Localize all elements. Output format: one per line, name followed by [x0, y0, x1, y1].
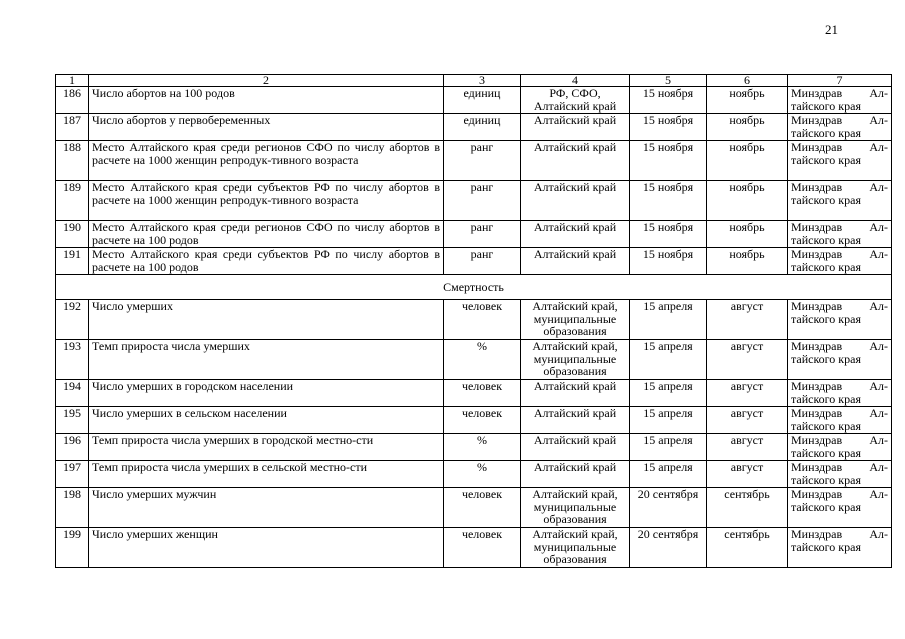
table-row — [56, 141, 892, 181]
source-part: тайского края — [791, 418, 861, 433]
indicator-name: Число умерших мужчин — [89, 488, 444, 528]
source-part: Минздрав — [791, 339, 843, 353]
unit-of-measure: единиц — [444, 114, 521, 141]
submission-date: 15 апреля — [630, 340, 707, 380]
column-number: 1 — [56, 75, 89, 87]
territory: Алтайский край — [521, 434, 630, 461]
submission-date: 15 ноября — [630, 87, 707, 114]
row-number: 199 — [56, 528, 89, 568]
unit-of-measure: % — [444, 434, 521, 461]
row-number: 192 — [56, 300, 89, 340]
source-part: Ал- — [869, 527, 888, 541]
period-month: август — [707, 407, 788, 434]
source-part: Минздрав — [791, 433, 843, 447]
period-month: ноябрь — [707, 141, 788, 181]
unit-of-measure: единиц — [444, 87, 521, 114]
submission-date: 15 апреля — [630, 300, 707, 340]
period-month: август — [707, 461, 788, 488]
responsible-source — [788, 434, 892, 461]
responsible-source — [788, 141, 892, 181]
territory: Алтайский край, муниципальные образования — [521, 340, 630, 380]
source-part: Минздрав — [791, 220, 843, 234]
table-row — [56, 380, 892, 407]
source-part: Минздрав — [791, 180, 843, 194]
period-month: август — [707, 380, 788, 407]
source-part: Ал- — [869, 180, 888, 194]
responsible-source — [788, 461, 892, 488]
unit-of-measure: % — [444, 461, 521, 488]
indicator-name: Место Алтайского края среди регионов СФО по числу абортов в расчете на 1000 женщин репродук-тивного возраста — [89, 141, 444, 181]
row-number: 190 — [56, 221, 89, 248]
period-month: август — [707, 340, 788, 380]
responsible-source — [788, 300, 892, 340]
indicator-name: Темп прироста числа умерших в городской местно-сти — [89, 434, 444, 461]
period-month: сентябрь — [707, 528, 788, 568]
unit-of-measure: человек — [444, 300, 521, 340]
submission-date: 15 ноября — [630, 181, 707, 221]
unit-of-measure: человек — [444, 488, 521, 528]
territory: РФ, СФО, Алтайский край — [521, 87, 630, 114]
source-part: Ал- — [869, 379, 888, 393]
territory: Алтайский край — [521, 221, 630, 248]
period-month: август — [707, 434, 788, 461]
row-number: 198 — [56, 488, 89, 528]
source-part: тайского края — [791, 259, 861, 274]
source-part: тайского края — [791, 539, 861, 554]
source-part: тайского края — [791, 232, 861, 247]
source-part: тайского края — [791, 499, 861, 514]
source-part: Минздрав — [791, 113, 843, 127]
source-part: тайского края — [791, 98, 861, 113]
table-row — [56, 181, 892, 221]
table-row — [56, 434, 892, 461]
source-part: Минздрав — [791, 460, 843, 474]
row-number: 189 — [56, 181, 89, 221]
responsible-source — [788, 407, 892, 434]
submission-date: 15 апреля — [630, 407, 707, 434]
indicator-name: Число умерших в сельском населении — [89, 407, 444, 434]
period-month: ноябрь — [707, 221, 788, 248]
territory: Алтайский край — [521, 114, 630, 141]
indicator-name: Число абортов на 100 родов — [89, 87, 444, 114]
table-row — [56, 488, 892, 528]
source-part: тайского края — [791, 125, 861, 140]
responsible-source — [788, 488, 892, 528]
source-part: Ал- — [869, 140, 888, 154]
indicator-name: Число умерших — [89, 300, 444, 340]
responsible-source — [788, 380, 892, 407]
table-row — [56, 528, 892, 568]
period-month: август — [707, 300, 788, 340]
submission-date: 15 апреля — [630, 461, 707, 488]
indicator-name: Место Алтайского края среди субъектов РФ по числу абортов в расчете на 100 родов — [89, 248, 444, 275]
table-row — [56, 221, 892, 248]
source-part: тайского края — [791, 391, 861, 406]
table-row — [56, 248, 892, 275]
unit-of-measure: ранг — [444, 141, 521, 181]
source-part: Минздрав — [791, 140, 843, 154]
territory: Алтайский край — [521, 461, 630, 488]
indicator-name: Темп прироста числа умерших — [89, 340, 444, 380]
source-part: тайского края — [791, 192, 861, 207]
source-part: Минздрав — [791, 247, 843, 261]
responsible-source — [788, 248, 892, 275]
indicator-name: Число умерших в городском населении — [89, 380, 444, 407]
submission-date: 15 апреля — [630, 380, 707, 407]
column-number: 3 — [444, 75, 521, 87]
responsible-source — [788, 114, 892, 141]
source-part: тайского края — [791, 472, 861, 487]
unit-of-measure: человек — [444, 380, 521, 407]
unit-of-measure: человек — [444, 528, 521, 568]
source-part: Ал- — [869, 299, 888, 313]
source-part: Минздрав — [791, 299, 843, 313]
source-part: Ал- — [869, 86, 888, 100]
source-part: Минздрав — [791, 379, 843, 393]
submission-date: 15 ноября — [630, 114, 707, 141]
source-part: Минздрав — [791, 487, 843, 501]
source-part: тайского края — [791, 152, 861, 167]
indicators-table — [55, 74, 892, 568]
submission-date: 15 ноября — [630, 141, 707, 181]
territory: Алтайский край — [521, 407, 630, 434]
source-part: Ал- — [869, 460, 888, 474]
source-part: Ал- — [869, 433, 888, 447]
column-number: 7 — [788, 75, 892, 87]
source-part: Ал- — [869, 339, 888, 353]
submission-date: 15 апреля — [630, 434, 707, 461]
territory: Алтайский край, муниципальные образования — [521, 488, 630, 528]
period-month: ноябрь — [707, 181, 788, 221]
period-month: ноябрь — [707, 87, 788, 114]
table-row — [56, 114, 892, 141]
responsible-source — [788, 221, 892, 248]
source-part: Ал- — [869, 247, 888, 261]
territory: Алтайский край — [521, 380, 630, 407]
column-number: 5 — [630, 75, 707, 87]
submission-date: 15 ноября — [630, 248, 707, 275]
row-number: 196 — [56, 434, 89, 461]
territory: Алтайский край — [521, 181, 630, 221]
source-part: тайского края — [791, 311, 861, 326]
unit-of-measure: ранг — [444, 221, 521, 248]
unit-of-measure: % — [444, 340, 521, 380]
row-number: 191 — [56, 248, 89, 275]
column-number: 6 — [707, 75, 788, 87]
section-row — [56, 275, 892, 300]
table-row — [56, 407, 892, 434]
source-part: Ал- — [869, 113, 888, 127]
table-row — [56, 340, 892, 380]
table-row — [56, 300, 892, 340]
period-month: сентябрь — [707, 488, 788, 528]
row-number: 197 — [56, 461, 89, 488]
source-part: Минздрав — [791, 406, 843, 420]
row-number: 188 — [56, 141, 89, 181]
row-number: 194 — [56, 380, 89, 407]
submission-date: 20 сентября — [630, 528, 707, 568]
source-part: Ал- — [869, 487, 888, 501]
submission-date: 20 сентября — [630, 488, 707, 528]
table-row — [56, 461, 892, 488]
row-number: 193 — [56, 340, 89, 380]
source-part: тайского края — [791, 445, 861, 460]
source-part: Минздрав — [791, 86, 843, 100]
indicator-name: Темп прироста числа умерших в сельской местно-сти — [89, 461, 444, 488]
unit-of-measure: ранг — [444, 248, 521, 275]
column-number: 2 — [89, 75, 444, 87]
territory: Алтайский край, муниципальные образования — [521, 528, 630, 568]
table-row — [56, 87, 892, 114]
period-month: ноябрь — [707, 248, 788, 275]
indicator-name: Число умерших женщин — [89, 528, 444, 568]
column-number-row — [56, 75, 892, 87]
source-part: Минздрав — [791, 527, 843, 541]
unit-of-measure: ранг — [444, 181, 521, 221]
indicator-name: Место Алтайского края среди регионов СФО по числу абортов в расчете на 100 родов — [89, 221, 444, 248]
responsible-source — [788, 181, 892, 221]
section-title: Смертность — [56, 275, 892, 300]
page-number: 21 — [825, 22, 838, 37]
source-part: Ал- — [869, 220, 888, 234]
indicator-name: Место Алтайского края среди субъектов РФ по числу абортов в расчете на 1000 женщин репродук-тивного возраста — [89, 181, 444, 221]
responsible-source — [788, 87, 892, 114]
column-number: 4 — [521, 75, 630, 87]
indicator-name: Число абортов у первобеременных — [89, 114, 444, 141]
period-month: ноябрь — [707, 114, 788, 141]
source-part: тайского края — [791, 351, 861, 366]
row-number: 186 — [56, 87, 89, 114]
row-number: 187 — [56, 114, 89, 141]
unit-of-measure: человек — [444, 407, 521, 434]
territory: Алтайский край — [521, 141, 630, 181]
responsible-source — [788, 340, 892, 380]
responsible-source — [788, 528, 892, 568]
source-part: Ал- — [869, 406, 888, 420]
territory: Алтайский край — [521, 248, 630, 275]
row-number: 195 — [56, 407, 89, 434]
submission-date: 15 ноября — [630, 221, 707, 248]
territory: Алтайский край, муниципальные образования — [521, 300, 630, 340]
